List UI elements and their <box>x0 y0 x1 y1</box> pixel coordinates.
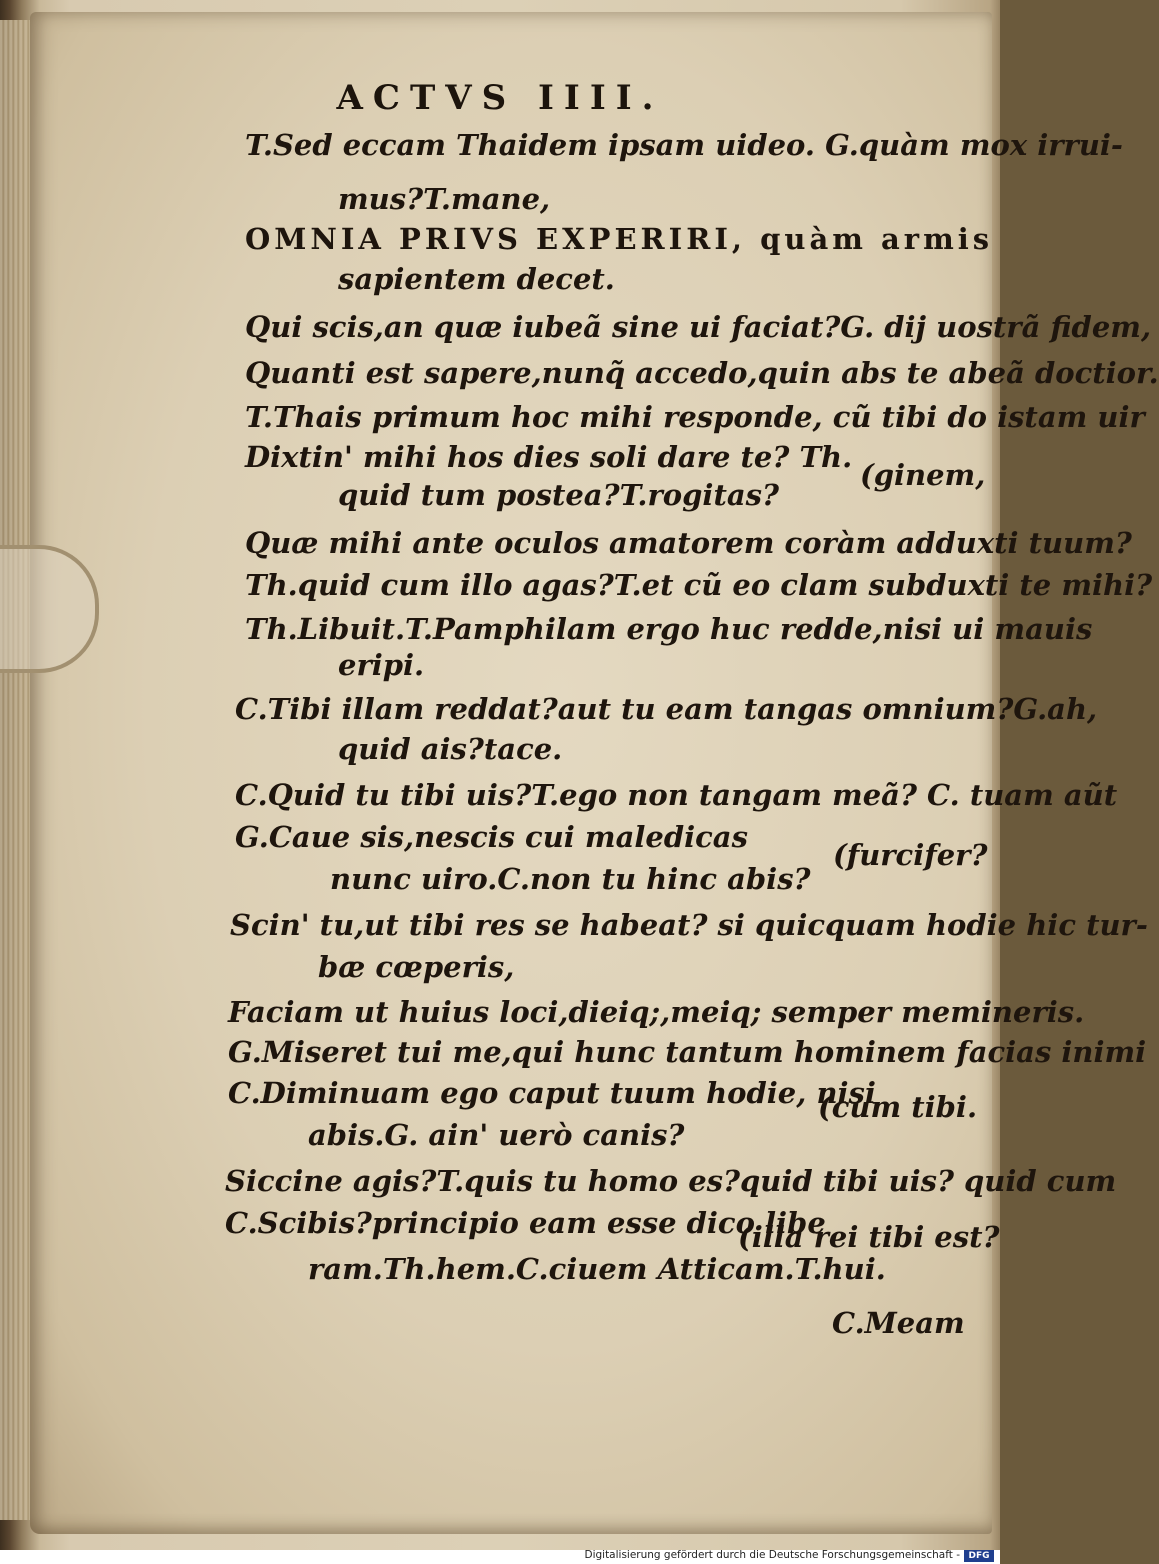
text-line: (illa rei tibi est? <box>738 1220 1000 1254</box>
text-line: (cum tibi. <box>818 1090 978 1124</box>
digitization-credit: Digitalisierung gefördert durch die Deutsche Forschungsgemeinschaft - <box>584 1549 960 1561</box>
book-fore-edge <box>0 20 30 1520</box>
text-line: Faciam ut huius loci,dieiq;,meiq; semper memineris. <box>228 995 1085 1029</box>
catchword: C.Meam <box>832 1306 965 1340</box>
text-line: Quæ mihi ante oculos amatorem coràm adduxti tuum? <box>245 526 1132 560</box>
text-line: ram.Th.hem.C.ciuem Atticam.T.hui. <box>308 1252 886 1286</box>
text-line: Th.quid cum illo agas?T.et cũ eo clam subduxti te mihi? <box>245 568 1153 602</box>
text-line: C.Diminuam ego caput tuum hodie, nisi <box>228 1076 876 1110</box>
text-line: (furcifer? <box>833 838 988 872</box>
text-line: Dixtin' mihi hos dies soli dare te? Th. <box>245 440 853 474</box>
text-line: OMNIA PRIVS EXPERIRI, quàm armis <box>245 222 994 256</box>
text-line: Siccine agis?T.quis tu homo es?quid tibi uis? quid cum <box>225 1164 1117 1198</box>
text-line: C.Quid tu tibi uis?T.ego non tangam meã? C. tuam aũt <box>235 778 1118 812</box>
text-line: Quanti est sapere,nunq̃ accedo,quin abs te abeã doctior. <box>245 356 1159 390</box>
text-line: G.Miseret tui me,qui hunc tantum hominem facias inimi <box>228 1035 1147 1069</box>
text-line: nunc uiro.C.non tu hinc abis? <box>330 862 811 896</box>
text-line: G.Caue sis,nescis cui maledicas <box>235 820 748 854</box>
text-line: Qui scis,an quæ iubeã sine ui faciat?G. dij uostrã fidem, <box>245 310 1152 344</box>
text-line: mus?T.mane, <box>338 182 551 216</box>
text-line: Th.Libuit.T.Pamphilam ergo huc redde,nisi ui mauis <box>245 612 1093 646</box>
text-line: quid ais?tace. <box>338 732 563 766</box>
text-line: sapientem decet. <box>338 262 615 296</box>
text-line: quid tum postea?T.rogitas? <box>338 478 779 512</box>
text-line: T.Thais primum hoc mihi responde, cũ tibi do istam uir <box>245 400 1145 434</box>
page-header: ACTVS IIII. <box>336 78 664 118</box>
text-line: eripi. <box>338 648 425 682</box>
text-line: C.Scibis?principio eam esse dico libe <box>225 1206 826 1240</box>
text-line: abis.G. ain' uerò canis? <box>308 1118 685 1152</box>
text-line: bæ cœperis, <box>318 950 515 984</box>
text-line: (ginem, <box>860 458 986 492</box>
text-line: C.Tibi illam reddat?aut tu eam tangas omnium?G.ah, <box>235 692 1098 726</box>
dfg-logo-icon: DFG <box>964 1550 994 1562</box>
text-line: T.Sed eccam Thaidem ipsam uideo. G.quàm mox irrui- <box>245 128 1123 162</box>
text-line: Scin' tu,ut tibi res se habeat? si quicquam hodie hic tur- <box>230 908 1148 942</box>
